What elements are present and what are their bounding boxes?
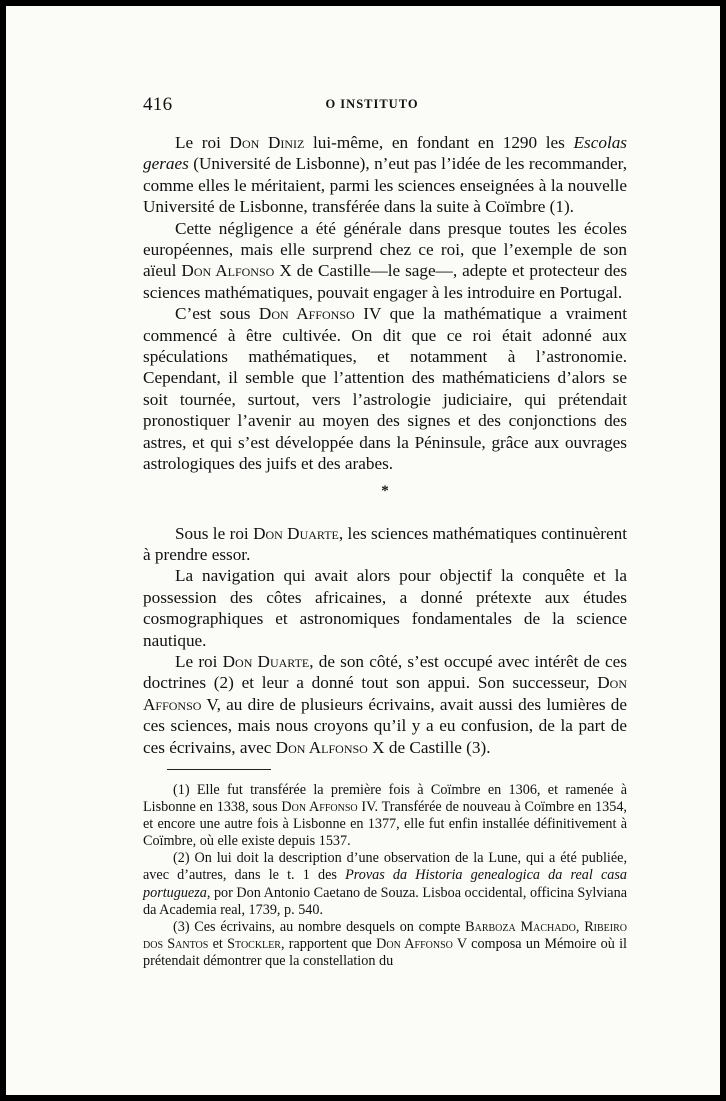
- person-name: Don Duarte: [222, 651, 310, 671]
- page-number: 416: [143, 94, 173, 115]
- paragraph-affonso-iv: C’est sous Don Affonso IV que la mathématique a vraiment commencé à être cultivée. On dit que ce roi était adonné aux spéculations mathématiques, et notamment à l’astronomie. Cependant, il semble que l’attention des mathématiciens d’alors se soit tournée, surtout, vers l’astrologie judiciaire, qui prétendait pronostiquer l’avenir au moyen des signes et des conjonctions des astres, et qui s’est développée dans la Péninsule, grâce aux ouvrages astrologiques des juifs et des arabes.: [143, 304, 627, 474]
- running-title: O INSTITUTO: [325, 97, 419, 111]
- person-name: Don Alfonso: [181, 261, 275, 281]
- person-name: Don Diniz: [229, 133, 305, 152]
- person-name: Ribeiro dos Santos: [143, 918, 627, 952]
- person-name: Don Affonso: [376, 935, 453, 952]
- paragraph-navigation: La navigation qui avait alors pour objectif la conquête et la possession des côtes africaines, a donné prétexte aux études cosmographiques et astronomiques fondamentales de la science nautique.: [143, 566, 627, 650]
- person-name: Don Affonso: [143, 673, 627, 714]
- footnote-1: (1) Elle fut transférée la première fois à Coïmbre en 1306, et ramenée à Lisbonne en 1338, sous Don Affonso IV. Transférée de nouveau à Coïmbre en 1354, et encore une autre fois à Lisbonne en 1377, elle fut enfin installée définitivement à Coïmbre, où elle existe depuis 1537.: [143, 782, 627, 850]
- paragraph-duarte: Sous le roi Don Duarte, les sciences mathématiques continuèrent à prendre essor.: [143, 523, 627, 564]
- book-title: Escolas geraes: [143, 133, 627, 174]
- book-page: [6, 6, 720, 1095]
- footnotes: [143, 782, 627, 970]
- footnote-divider: [167, 769, 271, 770]
- main-text: [143, 132, 627, 758]
- footnote-3: (3) Ces écrivains, au nombre desquels on compte Barboza Machado, Ribeiro dos Santos et Stockler, rapportent que Don Affonso V composa un Mémoire où il prétendait démontrer que la constellation du: [143, 918, 627, 969]
- person-name: Don Affonso: [258, 304, 355, 324]
- paragraph-negligence: Cette négligence a été générale dans presque toutes les écoles européennes, mais elle surprend chez ce roi, que l’exemple de son aïeul Don Alfonso X de Castille—le sage—, adepte et protecteur des sciences mathématiques, pouvait engager à les introduire en Portugal.: [143, 218, 628, 302]
- footnote-2: (2) On lui doit la description d’une observation de la Lune, qui a été publiée, avec d’autres, dans le t. 1 des Provas da Historia genealogica da real casa portugueza, por Don Antonio Caetano de Souza. Lisboa occidental, officina Sylviana da Academia real, 1739, p. 540.: [143, 850, 628, 918]
- paragraph-doctrines: Le roi Don Duarte, de son côté, s’est occupé avec intérêt de ces doctrines (2) et leur a donné tout son appui. Son successeur, Don Affonso V, au dire de plusieurs écrivains, avait aussi des lumières de ces sciences, mais nous croyons qu’il y a eu confusion, de la part de ces écrivains, avec Don Alfonso X de Castille (3).: [143, 651, 627, 757]
- section-separator-asterisk: *: [381, 482, 389, 499]
- person-name: Stockler: [227, 935, 281, 952]
- book-title: Provas da Historia genealogica da real casa portugueza: [143, 867, 628, 901]
- page-header: [143, 94, 601, 118]
- person-name: Don Affonso: [281, 799, 358, 816]
- person-name: Don Alfonso: [275, 737, 368, 757]
- paragraph-diniz: Le roi Don Diniz lui-même, en fondant en 1290 les Escolas geraes (Université de Lisbonne), n’eut pas l’idée de les recommander, comme elles le méritaient, parmi les sciences enseignées à la nouvelle Université de Lisbonne, transférée dans la suite à Coïmbre (1).: [143, 133, 627, 217]
- person-name: Don Duarte: [253, 523, 339, 543]
- person-name: Barboza Machado: [465, 918, 576, 935]
